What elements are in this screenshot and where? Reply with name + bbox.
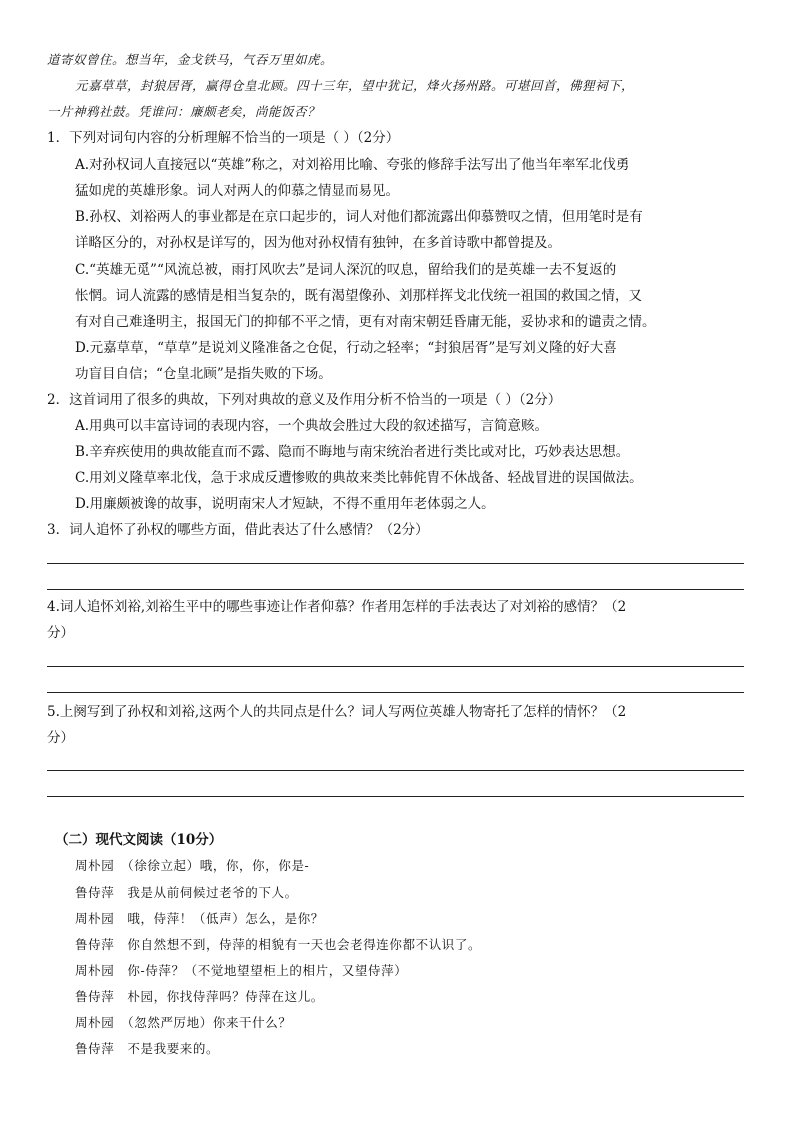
answer-line — [47, 589, 744, 590]
dialogue-line: 周朴园 你-侍萍？（不觉地望望柜上的相片，又望侍萍） — [75, 963, 408, 978]
dialogue-line: 周朴园 （徐徐立起）哦，你，你，你是- — [75, 858, 310, 873]
question-1-option-b-line-2: 详略区分的，对孙权是详写的，因为他对孙权情有独钟，在多首诗歌中都曾提及。 — [75, 235, 561, 251]
question-1-stem: 1．下列对词句内容的分析理解不恰当的一项是（ ）（2分） — [47, 130, 400, 146]
question-2-stem: 2．这首词用了很多的典故，下列对典故的意义及作用分析不恰当的一项是（ ）（2分） — [47, 392, 562, 408]
dialogue-line: 鲁侍萍 你自然想不到，侍萍的相貌有一天也会老得连你都不认识了。 — [75, 937, 482, 952]
question-1-option-d-line-2: 功盲目自信；“仓皇北顾”是指失败的下场。 — [75, 366, 332, 382]
question-1-option-a-line-2: 猛如虎的英雄形象。词人对两人的仰慕之情显而易见。 — [75, 183, 399, 199]
question-4-line-1: 4.词人追怀刘裕,刘裕生平中的哪些事迹让作者仰慕？作者用怎样的手法表达了对刘裕的感情？（2 — [47, 599, 627, 615]
question-2-option-d: D.用廉颇被谗的故事，说明南宋人才短缺，不得不重用年老体弱之人。 — [75, 496, 495, 512]
answer-line — [47, 796, 744, 797]
dialogue-line: 周朴园 哦，侍萍！（低声）怎么，是你？ — [75, 911, 324, 926]
question-3-stem: 3．词人追怀了孙权的哪些方面，借此表达了什么感情？（2分） — [47, 522, 429, 538]
section-heading: （二）现代文阅读（10分） — [55, 832, 223, 848]
question-4-line-2: 分） — [47, 625, 74, 641]
question-1-option-c-line-3: 有对自己难逢明主，报国无门的抑郁不平之情，更有对南宋朝廷昏庸无能，妥协求和的谴责之情。 — [75, 314, 656, 330]
answer-line — [47, 666, 744, 667]
poem-line-3: 一片神鸦社鼓。凭谁问：廉颇老矣，尚能饭否？ — [47, 104, 321, 119]
answer-line — [47, 770, 744, 771]
dialogue-line: 周朴园 （忽然严厉地）你来干什么？ — [75, 1015, 292, 1030]
question-1-option-c-line-2: 怅惘。词人流露的感情是相当复杂的，既有渴望像孙、刘那样挥戈北伐统一祖国的救国之情，又 — [75, 288, 642, 304]
answer-line — [47, 563, 744, 564]
question-1-option-d-line-1: D.元嘉草草，“草草”是说刘义隆准备之仓促，行动之轻率；“封狼居胥”是写刘义隆的好大喜 — [75, 340, 617, 356]
question-2-option-c: C.用刘义隆草率北伐，急于求成反遭惨败的典故来类比韩侂胄不休战备、轻战冒进的误国做法。 — [75, 470, 643, 486]
question-1-option-c-line-1: C.“英雄无觅”“风流总被，雨打风吹去”是词人深沉的叹息，留给我们的是英雄一去不复返的 — [75, 262, 617, 278]
question-2-option-a: A.用典可以丰富诗词的表现内容，一个典故会胜过大段的叙述描写，言简意赅。 — [75, 418, 549, 434]
dialogue-line: 鲁侍萍 不是我要来的。 — [75, 1041, 220, 1056]
poem-line-2: 元嘉草草，封狼居胥，赢得仓皇北顾。四十三年，望中犹记，烽火扬州路。可堪回首，佛狸祠下， — [75, 78, 635, 93]
question-5-line-1: 5.上阕写到了孙权和刘裕,这两个人的共同点是什么？词人写两位英雄人物寄托了怎样的情怀？（2 — [47, 704, 627, 720]
question-5-line-2: 分） — [47, 730, 74, 746]
question-1-option-b-line-1: B.孙权、刘裕两人的事业都是在京口起步的，词人对他们都流露出仰慕赞叹之情，但用笔时是有 — [75, 209, 643, 225]
poem-line-1: 道寄奴曾住。想当年，金戈铁马，气吞万里如虎。 — [47, 52, 334, 67]
question-2-option-b: B.辛弃疾使用的典故能直而不露、隐而不晦地与南宋统治者进行类比或对比，巧妙表达思想。 — [75, 444, 630, 460]
answer-line — [47, 692, 744, 693]
question-1-option-a-line-1: A.对孙权词人直接冠以“英雄”称之，对刘裕用比喻、夸张的修辞手法写出了他当年率军北伐勇 — [75, 157, 630, 173]
dialogue-line: 鲁侍萍 我是从前伺候过老爷的下人。 — [75, 885, 298, 900]
dialogue-line: 鲁侍萍 朴园，你找侍萍吗？侍萍在这儿。 — [75, 989, 324, 1004]
